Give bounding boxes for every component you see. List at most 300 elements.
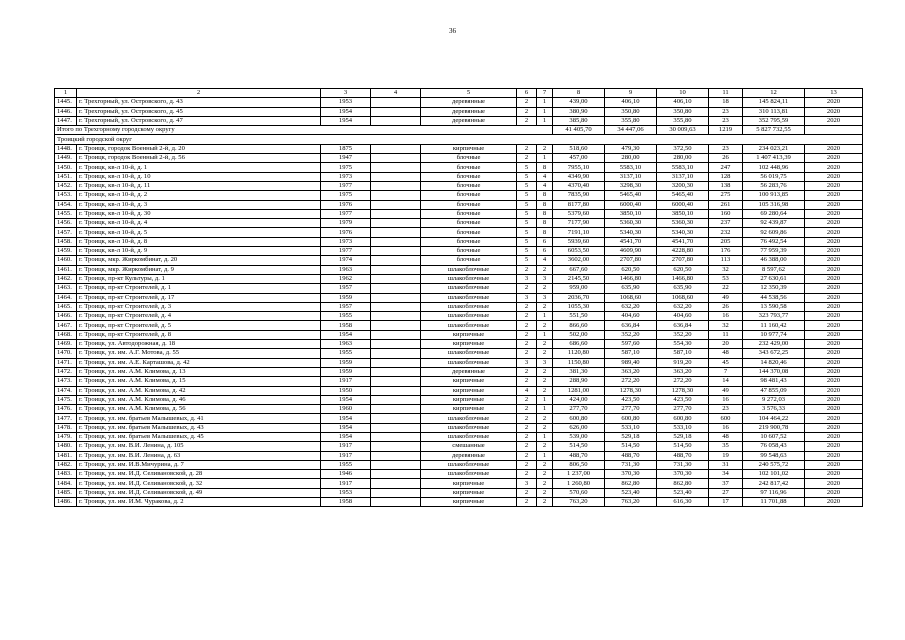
table-cell: 1 — [537, 116, 553, 125]
table-cell: 1954 — [321, 107, 371, 116]
table-cell: 1917 — [321, 442, 371, 451]
table-cell: 1960 — [321, 405, 371, 414]
table-cell: 1455. — [55, 209, 77, 218]
table-cell — [371, 340, 421, 349]
table-cell: 18 — [709, 98, 743, 107]
table-cell: 2 — [537, 349, 553, 358]
table-cell: 2020 — [805, 321, 863, 330]
table-cell: 1472. — [55, 367, 77, 376]
table-row — [55, 330, 863, 339]
table-cell: 1875 — [321, 144, 371, 153]
table-cell: г. Троицк, ул. им. И.М. Чуракова, д. 2 — [77, 498, 321, 507]
table-cell: 4541,70 — [605, 237, 657, 246]
table-cell: 632,20 — [657, 302, 709, 311]
table-row — [55, 144, 863, 153]
table-cell: 10 607,52 — [743, 432, 805, 441]
table-cell: кирпичные — [421, 340, 517, 349]
table-cell: 539,00 — [553, 432, 605, 441]
table-cell: 2 — [517, 414, 537, 423]
table-cell: 1950 — [321, 386, 371, 395]
table-cell: 554,30 — [657, 340, 709, 349]
table-cell: 1466,80 — [657, 274, 709, 283]
table-cell: 1120,80 — [553, 349, 605, 358]
table-row — [55, 395, 863, 404]
table-cell: 1477. — [55, 414, 77, 423]
table-cell — [371, 488, 421, 497]
table-cell: 11 — [709, 330, 743, 339]
table-cell: 6053,50 — [553, 247, 605, 256]
table-cell: 1 — [537, 432, 553, 441]
summary-value: 30 009,63 — [657, 126, 709, 135]
table-cell: 5 — [517, 163, 537, 172]
table-cell: 1954 — [321, 423, 371, 432]
table-cell — [371, 460, 421, 469]
table-cell — [371, 470, 421, 479]
table-cell: 1485. — [55, 488, 77, 497]
table-cell: 1 407 413,39 — [743, 154, 805, 163]
table-cell: шлакоблочные — [421, 349, 517, 358]
column-number-cell: 3 — [321, 89, 371, 98]
column-number-cell: 8 — [553, 89, 605, 98]
table-cell: 2020 — [805, 432, 863, 441]
table-cell: 2020 — [805, 460, 863, 469]
table-cell: 2 — [537, 460, 553, 469]
table-cell: 14 — [709, 377, 743, 386]
table-cell: 92 609,86 — [743, 228, 805, 237]
table-cell: 600,80 — [553, 414, 605, 423]
table-row — [55, 237, 863, 246]
table-cell — [371, 423, 421, 432]
table-cell: 92 439,87 — [743, 219, 805, 228]
table-cell: 1068,60 — [605, 293, 657, 302]
table-row — [55, 442, 863, 451]
table-row — [55, 284, 863, 293]
table-cell: 1957 — [321, 302, 371, 311]
table-cell: 350,80 — [657, 107, 709, 116]
table-cell: 4370,40 — [553, 181, 605, 190]
table-cell: 488,70 — [605, 451, 657, 460]
table-cell: 635,90 — [657, 284, 709, 293]
table-cell: 247 — [709, 163, 743, 172]
table-cell: г. Троицк, пр-кт Строителей, д. 3 — [77, 302, 321, 311]
table-cell: 128 — [709, 172, 743, 181]
table-cell: г. Троицк, кв-л 10-й, д. 10 — [77, 172, 321, 181]
table-cell: 763,20 — [605, 498, 657, 507]
table-row — [55, 256, 863, 265]
table-cell: 49 — [709, 386, 743, 395]
table-cell: 372,50 — [657, 144, 709, 153]
column-number-cell: 9 — [605, 89, 657, 98]
column-number-cell: 7 — [537, 89, 553, 98]
table-cell: 514,50 — [605, 442, 657, 451]
table-cell: г. Троицк, кв-л 10-й, д. 3 — [77, 200, 321, 209]
table-cell: 3602,00 — [553, 256, 605, 265]
table-cell: 45 — [709, 358, 743, 367]
table-cell: г. Троицк, ул. им. И.Д. Селивановской, д. 28 — [77, 470, 321, 479]
table-cell: 2 — [537, 498, 553, 507]
table-cell: 13 590,58 — [743, 302, 805, 311]
table-cell: 5939,60 — [553, 237, 605, 246]
table-cell: 2707,80 — [605, 256, 657, 265]
table-cell: 176 — [709, 247, 743, 256]
table-cell: 5 — [517, 181, 537, 190]
table-cell: 2020 — [805, 377, 863, 386]
table-cell: блочные — [421, 219, 517, 228]
table-cell: 1468. — [55, 330, 77, 339]
summary-label: Итого по Трехгорному городскому округу — [55, 126, 553, 135]
table-cell: 2020 — [805, 256, 863, 265]
table-cell: 350,80 — [605, 107, 657, 116]
table-cell: 4541,70 — [657, 237, 709, 246]
table-cell: 620,50 — [605, 265, 657, 274]
table-cell: 866,60 — [553, 321, 605, 330]
table-cell: 280,00 — [605, 154, 657, 163]
table-cell: деревянные — [421, 367, 517, 376]
table-cell: г. Троицк, мкр. Жиркомбинат, д. 20 — [77, 256, 321, 265]
table-cell: 2 — [517, 460, 537, 469]
table-cell: 17 — [709, 498, 743, 507]
table-cell — [371, 367, 421, 376]
table-cell: 570,60 — [553, 488, 605, 497]
table-cell — [371, 154, 421, 163]
table-cell — [371, 386, 421, 395]
table-cell: шлакоблочные — [421, 432, 517, 441]
table-cell: 5 — [517, 228, 537, 237]
table-cell: 2 — [537, 144, 553, 153]
table-cell: 2 — [537, 470, 553, 479]
table-cell: 1479. — [55, 432, 77, 441]
table-cell: г. Троицк, кв-л 10-й, д. 11 — [77, 181, 321, 190]
table-cell: 1959 — [321, 358, 371, 367]
table-cell: 14 820,46 — [743, 358, 805, 367]
table-cell: 3 — [537, 274, 553, 283]
table-cell: 219 900,78 — [743, 423, 805, 432]
table-row — [55, 498, 863, 507]
table-cell: 406,10 — [657, 98, 709, 107]
table-cell: г. Троицк, ул. им. А.Г. Мотова, д. 55 — [77, 349, 321, 358]
table-cell: 1464. — [55, 293, 77, 302]
table-cell: 1451. — [55, 172, 77, 181]
table-cell: 514,50 — [657, 442, 709, 451]
table-cell: 1 — [537, 312, 553, 321]
table-cell: деревянные — [421, 116, 517, 125]
table-cell: 2 — [517, 302, 537, 311]
table-cell: 423,50 — [657, 395, 709, 404]
table-cell: 77 959,39 — [743, 247, 805, 256]
table-cell: 1954 — [321, 330, 371, 339]
table-cell: 2 — [517, 154, 537, 163]
table-cell: г. Троицк, ул. им. В.И. Ленина, д. 63 — [77, 451, 321, 460]
table-cell: 1055,30 — [553, 302, 605, 311]
table-cell: г. Трехгорный, ул. Островского, д. 45 — [77, 107, 321, 116]
table-cell: 97 116,96 — [743, 488, 805, 497]
table-cell: 632,20 — [605, 302, 657, 311]
table-cell: 385,80 — [553, 116, 605, 125]
table-cell: 1954 — [321, 432, 371, 441]
table-cell: шлакоблочные — [421, 321, 517, 330]
table-cell: 8 — [537, 209, 553, 218]
table-cell: 1959 — [321, 293, 371, 302]
table-cell: 2145,50 — [553, 274, 605, 283]
table-cell: блочные — [421, 209, 517, 218]
table-cell: шлакоблочные — [421, 274, 517, 283]
summary-value: 41 405,70 — [553, 126, 605, 135]
table-cell: 4 — [537, 256, 553, 265]
table-cell: кирпичные — [421, 330, 517, 339]
table-cell: 424,00 — [553, 395, 605, 404]
table-cell: 1462. — [55, 274, 77, 283]
table-cell: 2 — [537, 423, 553, 432]
table-cell: 144 370,08 — [743, 367, 805, 376]
table-cell: 5465,40 — [657, 191, 709, 200]
table-cell: 3137,10 — [657, 172, 709, 181]
column-number-cell: 12 — [743, 89, 805, 98]
table-cell: 2020 — [805, 209, 863, 218]
table-cell: г. Троицк, ул. им. А.М. Климова, д. 46 — [77, 395, 321, 404]
table-cell: 1471. — [55, 358, 77, 367]
table-cell — [371, 107, 421, 116]
table-cell: 2020 — [805, 451, 863, 460]
table-cell: 457,00 — [553, 154, 605, 163]
table-cell: г. Троицк, пр-кт Строителей, д. 5 — [77, 321, 321, 330]
table-row — [55, 228, 863, 237]
district-title: Троицкий городской округ — [55, 135, 863, 144]
table-cell: 56 019,75 — [743, 172, 805, 181]
table-cell: 23 — [709, 107, 743, 116]
table-cell: 1448. — [55, 144, 77, 153]
table-row — [55, 265, 863, 274]
table-cell: 1466. — [55, 312, 77, 321]
table-cell: 76 492,54 — [743, 237, 805, 246]
table-cell: 102 101,02 — [743, 470, 805, 479]
table-cell — [371, 349, 421, 358]
table-cell: 1963 — [321, 340, 371, 349]
table-cell: 529,18 — [657, 432, 709, 441]
table-cell — [371, 432, 421, 441]
table-cell: 686,60 — [553, 340, 605, 349]
table-cell: блочные — [421, 191, 517, 200]
table-cell: 2020 — [805, 265, 863, 274]
table-cell: 2 — [517, 377, 537, 386]
table-cell: 423,50 — [605, 395, 657, 404]
table-row — [55, 367, 863, 376]
table-cell: 32 — [709, 321, 743, 330]
column-number-cell: 10 — [657, 89, 709, 98]
table-cell — [371, 274, 421, 283]
table-cell: 11 160,42 — [743, 321, 805, 330]
table-cell: г. Трехгорный, ул. Островского, д. 43 — [77, 98, 321, 107]
table-cell: г. Троицк, ул. им. А.Е. Карташова, д. 42 — [77, 358, 321, 367]
table-cell: 27 630,61 — [743, 274, 805, 283]
table-cell: 5 — [517, 256, 537, 265]
table-cell: 1 — [537, 330, 553, 339]
table-cell: блочные — [421, 228, 517, 237]
table-cell: 514,50 — [553, 442, 605, 451]
table-cell: 6 — [537, 237, 553, 246]
table-cell: 1976 — [321, 200, 371, 209]
table-cell: 8 — [537, 200, 553, 209]
table-cell: блочные — [421, 181, 517, 190]
table-cell: 5583,10 — [657, 163, 709, 172]
table-row — [55, 293, 863, 302]
table-cell: 363,20 — [657, 367, 709, 376]
table-cell: 16 — [709, 395, 743, 404]
table-cell: 5 — [517, 247, 537, 256]
table-cell: 69 280,64 — [743, 209, 805, 218]
column-number-cell: 2 — [77, 89, 321, 98]
table-cell: 280,00 — [657, 154, 709, 163]
table-cell: шлакоблочные — [421, 460, 517, 469]
table-cell: кирпичные — [421, 377, 517, 386]
table-body — [55, 98, 863, 507]
table-cell: 23 — [709, 116, 743, 125]
table-cell: 242 817,42 — [743, 479, 805, 488]
table-cell: 4 — [517, 386, 537, 395]
table-cell: кирпичные — [421, 386, 517, 395]
table-cell: 1954 — [321, 395, 371, 404]
table-cell — [371, 172, 421, 181]
table-cell: г. Троицк, ул. им. И.В.Мичурина, д. 7 — [77, 460, 321, 469]
table-cell: 8 — [537, 219, 553, 228]
table-cell: 731,30 — [657, 460, 709, 469]
table-cell: 731,30 — [605, 460, 657, 469]
table-cell: 4228,80 — [657, 247, 709, 256]
table-cell: 44 538,56 — [743, 293, 805, 302]
table-cell: 2 — [517, 144, 537, 153]
table-cell: 1973 — [321, 172, 371, 181]
table-cell: 2 — [537, 284, 553, 293]
table-cell: г. Троицк, ул. им. братьев Малышевых, д. 45 — [77, 432, 321, 441]
table-cell: 5 — [517, 209, 537, 218]
table-cell: шлакоблочные — [421, 302, 517, 311]
table-cell: 8 597,62 — [743, 265, 805, 274]
table-cell: 2 — [517, 451, 537, 460]
table-cell: 2 — [517, 265, 537, 274]
table-cell: шлакоблочные — [421, 414, 517, 423]
table-cell: 3 — [517, 358, 537, 367]
table-cell: 7191,10 — [553, 228, 605, 237]
table-cell: 363,20 — [605, 367, 657, 376]
table-cell: 2 — [517, 442, 537, 451]
table-cell: 6000,40 — [605, 200, 657, 209]
table-cell: 3137,10 — [605, 172, 657, 181]
table-cell — [371, 163, 421, 172]
table-cell: 2020 — [805, 386, 863, 395]
column-number-cell: 5 — [421, 89, 517, 98]
table-cell: г. Троицк, кв-л 10-й, д. 2 — [77, 191, 321, 200]
table-cell: 1954 — [321, 116, 371, 125]
table-cell: 1955 — [321, 460, 371, 469]
table-cell: 272,20 — [657, 377, 709, 386]
table-cell: 2020 — [805, 144, 863, 153]
table-cell: 1954 — [321, 414, 371, 423]
table-cell — [371, 479, 421, 488]
table-cell: 2 — [537, 442, 553, 451]
table-cell: деревянные — [421, 98, 517, 107]
table-cell: 4 — [537, 181, 553, 190]
table-cell — [371, 442, 421, 451]
table-cell: 1975 — [321, 191, 371, 200]
table-cell: 355,80 — [605, 116, 657, 125]
table-row — [55, 247, 863, 256]
table-row — [55, 116, 863, 125]
table-cell: 5 — [517, 200, 537, 209]
table-cell: г. Троицк, ул. им. братьев Малышевых, д. 41 — [77, 414, 321, 423]
table-cell: 10 977,74 — [743, 330, 805, 339]
table-cell — [371, 237, 421, 246]
table-cell — [371, 405, 421, 414]
table-cell: г. Трехгорный, ул. Островского, д. 47 — [77, 116, 321, 125]
table-cell: 34 — [709, 470, 743, 479]
table-row — [55, 181, 863, 190]
table-cell: 5465,40 — [605, 191, 657, 200]
table-cell: 4 — [537, 172, 553, 181]
table-cell: 2 — [517, 498, 537, 507]
table-cell: 2020 — [805, 116, 863, 125]
table-cell: 1958 — [321, 321, 371, 330]
table-cell — [371, 200, 421, 209]
table-cell: 310 113,81 — [743, 107, 805, 116]
table-cell: 2020 — [805, 330, 863, 339]
table-cell: 20 — [709, 340, 743, 349]
table-cell: 23 — [709, 144, 743, 153]
table-cell: 2020 — [805, 367, 863, 376]
table-cell: 1 — [537, 98, 553, 107]
table-cell: 5340,30 — [657, 228, 709, 237]
table-cell: 2 — [517, 330, 537, 339]
table-cell: 1150,80 — [553, 358, 605, 367]
table-cell: 160 — [709, 209, 743, 218]
table-cell: 2 — [537, 265, 553, 274]
summary-value: 1219 — [709, 126, 743, 135]
table-cell: 529,18 — [605, 432, 657, 441]
table-cell — [371, 302, 421, 311]
table-cell: 5 — [517, 191, 537, 200]
table-cell: 1473. — [55, 377, 77, 386]
table-cell — [371, 181, 421, 190]
table-cell: 2 — [537, 302, 553, 311]
table-cell — [371, 451, 421, 460]
table-cell: 1955 — [321, 312, 371, 321]
table-cell: 1 — [537, 154, 553, 163]
table-cell: 8 — [537, 228, 553, 237]
table-cell: 11 701,88 — [743, 498, 805, 507]
table-cell: 31 — [709, 460, 743, 469]
table-cell: 272,20 — [605, 377, 657, 386]
table-cell: 406,10 — [605, 98, 657, 107]
table-cell: 1483. — [55, 470, 77, 479]
table-cell: 1447. — [55, 116, 77, 125]
table-cell: 959,00 — [553, 284, 605, 293]
table-cell: 35 — [709, 442, 743, 451]
table-cell: 9 272,03 — [743, 395, 805, 404]
table-cell: блочные — [421, 163, 517, 172]
table-cell: 2 — [517, 488, 537, 497]
table-cell: 275 — [709, 191, 743, 200]
table-cell: 1278,30 — [657, 386, 709, 395]
table-cell: 48 — [709, 349, 743, 358]
table-cell: 2 — [537, 377, 553, 386]
table-cell: 355,80 — [657, 116, 709, 125]
table-cell: смешанные — [421, 442, 517, 451]
table-cell: 1976 — [321, 228, 371, 237]
table-cell: 2 — [517, 470, 537, 479]
table-cell: блочные — [421, 154, 517, 163]
table-cell: 1958 — [321, 498, 371, 507]
table-cell: блочные — [421, 172, 517, 181]
table-cell — [371, 219, 421, 228]
table-cell: 22 — [709, 284, 743, 293]
